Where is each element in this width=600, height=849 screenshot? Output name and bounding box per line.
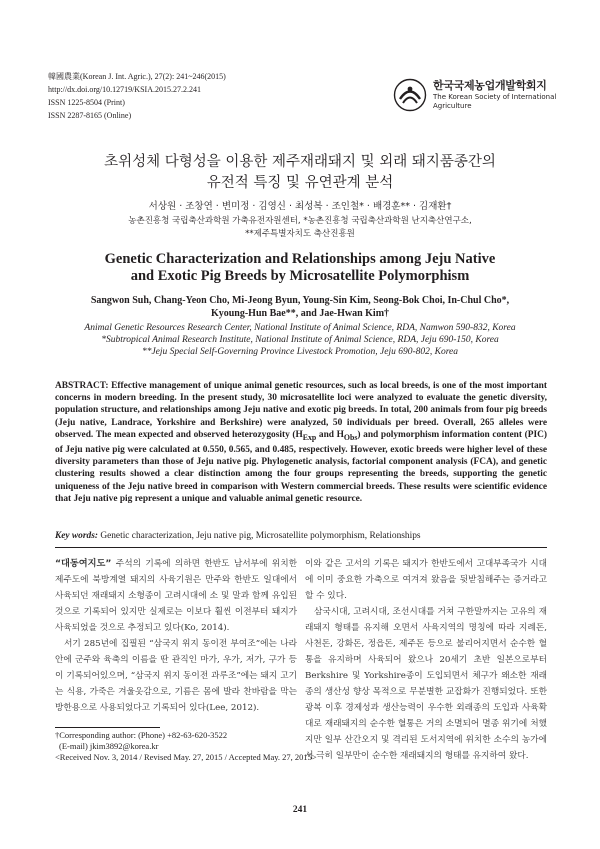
body-left-lead: “대동여지도” (55, 558, 112, 569)
abstract-label: ABSTRACT: (55, 381, 109, 391)
corresponding-author: †Corresponding author: (Phone) +82-63-620-3522 (55, 730, 228, 740)
english-affiliations (40, 322, 560, 358)
society-emblem-icon (393, 78, 427, 112)
journal-citation: 韓國農業(Korean J. Int. Agric.), 27(2): 241~246(2015) (48, 72, 226, 81)
english-affiliation-1: Animal Genetic Resources Research Center, National Institute of Animal Science, RDA, Namwon 590-832, Korea (84, 323, 516, 333)
english-authors (40, 294, 560, 320)
corresponding-email[interactable]: (E-mail) jkim3892@korea.kr (59, 741, 159, 751)
english-affiliation-2: *Subtropical Animal Research Institute, National Institute of Animal Science, RDA, Jeju 690-150, Korea (101, 335, 499, 345)
page-number: 241 (292, 805, 308, 815)
footnote-divider (55, 727, 160, 728)
english-authors-line2: Kyoung-Hun Bae**, and Jae-Hwan Kim† (210, 308, 390, 319)
body-left-column (55, 556, 297, 716)
english-title (40, 251, 560, 285)
body-left-paragraph-1 (55, 556, 297, 636)
korean-affiliations (40, 215, 560, 241)
received-dates: <Received Nov. 3, 2014 / Revised May. 27, 2015 / Accepted May. 27, 2015> (55, 752, 317, 762)
keywords (55, 530, 547, 542)
abstract-text-a: Effective management of unique animal genetic resources, such as local breeds, is one of the most important concerns in modern breeding. In the present study, 30 microsatellite loci were analyzed to evaluate the genetic diversity, population structure, and relationships among Jeju native and exotic pig breeds. In total, 200 animals from four pig breeds (Jeju native, Landrace, Yorkshire and Berkshire) were analyzed, 50 individuals per breed. Overall, 265 alleles were observed. The mean expected and observed heterozygosity (H (55, 381, 547, 440)
keywords-text: Genetic characterization, Jeju native pig, Microsatellite polymorphism, Relationships (97, 531, 421, 541)
society-name-ko: 한국국제농업개발학회지 (433, 79, 547, 92)
footnote (55, 730, 317, 763)
korean-affiliation-line2: **제주특별자치도 축산진흥원 (245, 229, 355, 239)
english-authors-line1: Sangwon Suh, Chang-Yeon Cho, Mi-Jeong Byun, Young-Sin Kim, Seong-Bok Choi, In-Chul Cho*, (90, 295, 510, 306)
issn-online: ISSN 2287-8165 (Online) (48, 111, 132, 120)
english-title-line2: and Exotic Pig Breeds by Microsatellite Polymorphism (130, 268, 470, 284)
english-affiliation-3: **Jeju Special Self-Governing Province Livestock Promotion, Jeju 690-802, Korea (141, 347, 459, 357)
doi-link[interactable]: http://dx.doi.org/10.12719/KSIA.2015.27.2.241 (48, 85, 201, 94)
body-left-p1-text: 주석의 기록에 의하면 한반도 남서부에 위치한 제주도에 북방계열 돼지의 사육기원은 만주와 한반도 일대에서 사육되던 재래돼지 소형종이 고려시대에 소 및 말과 함께 유입된 것으로 기록되어 있지만 실제로는 이보다 훨씬 이전부터 돼지가 사육되었을 것으로 추정되고 있다(Ko, 2014). (55, 559, 297, 633)
abstract-sub-exp: Exp (302, 432, 317, 442)
body-left-paragraph-2: 서기 285년에 집필된 “삼국지 위지 동이전 부여조”에는 나라안에 군주와 육축의 이름을 딴 관직인 마가, 우가, 저가, 구가 등이 기록되어있으며, “삼국지 위지 동이전 과루조”에는 돼지 고기는 식용, 가죽은 겨울옷감으로, 기름은 몸에 발라 찬바람을 막는 방한용으로 사용되었다고 기록되어 있다(Lee, 2012). (55, 639, 297, 713)
society-name-en-line2: Agriculture (433, 102, 472, 110)
keywords-label: Key words: (55, 531, 98, 541)
journal-header (48, 70, 226, 122)
abstract-sub-obs: Obs (343, 432, 358, 442)
english-title-line1: Genetic Characterization and Relationships among Jeju Native (104, 251, 496, 267)
korean-title (40, 152, 560, 194)
abstract-text-c: ) and polymorphism information content (PIC) of Jeju native pig were calculated at 0.550, 0.565, and 0.485, respectively. However, exotic breeds were higher level of these diversity parameters than those of Jeju native pig. Phylogenetic analysis, factorial component analysis (FCA), and genetic clustering results showed a clear distinction among the four groups representing the breeds, supporting the genetic uniqueness of the Jeju native breed in comparison with Western commercial breeds. These results were scientific evidence that Jeju native pig represent a unique and valuable animal genetic resource. (55, 429, 547, 504)
body-right-column (305, 556, 547, 764)
abstract-text-b: and H (316, 429, 344, 440)
section-divider (55, 547, 547, 548)
korean-authors: 서상원 · 조창연 · 변미정 · 김영신 · 최성복 · 조인철* · 배경훈** · 김재환† (148, 201, 452, 212)
korean-title-line1: 초위성체 다형성을 이용한 제주재래돼지 및 외래 돼지품종간의 (104, 154, 496, 170)
issn-print: ISSN 1225-8504 (Print) (48, 98, 125, 107)
society-logo (393, 74, 568, 118)
abstract (55, 380, 547, 505)
korean-affiliation-line1: 농촌진흥청 국립축산과학원 가축유전자원센터, *농촌진흥청 국립축산과학원 난지축산연구소, (128, 216, 472, 226)
body-right-paragraph-1: 이와 같은 고서의 기록은 돼지가 한반도에서 고대부족국가 시대에 이미 중요한 가축으로 여겨져 왔음을 뒷받침해주는 증거라고 할 수 있다. (305, 559, 547, 601)
body-right-paragraph-2: 삼국시대, 고려시대, 조선시대를 거쳐 구한말까지는 고유의 재래돼지 형태를 유지해 오면서 사육지역의 명칭에 따라 지례돈, 사천돈, 강화돈, 정읍돈, 제주돈 등으로 불리어지면서 순수한 혈통을 유지하며 사육되어 왔으나 20세기 초반 일본으로부터 Berkshire 및 Yorkshire종이 도입되면서 체구가 왜소한 재래종의 생산성 향상 목적으로 무분별한 교잡화가 진행되었다. 또한 광복 이후 경제성과 생산능력이 우수한 외래종의 도입과 사육확대로 재래돼지의 순수한 혈통은 거의 소멸되어 멸종 위기에 처했지만 일부 산간오지 및 격리된 도서지역에 위치한 소수의 농가에서 극히 일부만이 순수한 재래돼지의 형태를 유지하여 왔다. (305, 607, 547, 761)
society-name-en (433, 93, 568, 111)
korean-title-line2: 유전적 특징 및 유연관계 분석 (206, 175, 394, 191)
society-name-en-line1: The Korean Society of International (433, 93, 557, 101)
